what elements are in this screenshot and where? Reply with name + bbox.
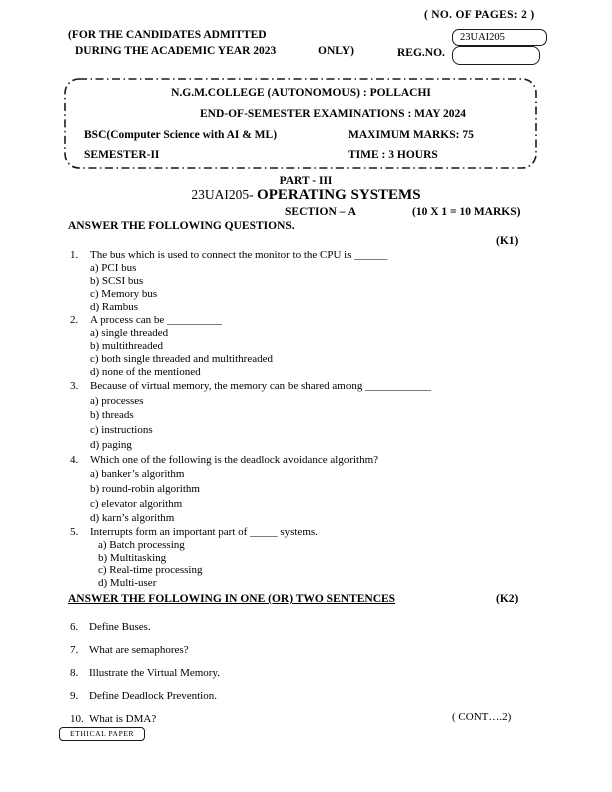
option-c: c) Memory bus (90, 288, 158, 300)
exam-info-box (64, 78, 538, 170)
option-a: a) banker’s algorithm (90, 468, 185, 481)
k2-level-badge: (K2) (496, 593, 519, 605)
question-text: A process can be __________ (90, 314, 222, 326)
question-text: What are semaphores? (89, 644, 189, 656)
question-text: Illustrate the Virtual Memory. (89, 667, 221, 679)
section-a-marks: (10 X 1 = 10 MARKS) (412, 206, 521, 218)
question-number: 8. (70, 667, 79, 679)
option-d: d) Multi-user (98, 577, 157, 590)
question-number: 3. (70, 380, 79, 392)
question-number: 2. (70, 314, 79, 326)
mcq-question-3 (70, 379, 550, 453)
option-d: d) paging (90, 438, 132, 451)
section-a-instruction: ANSWER THE FOLLOWING QUESTIONS. (68, 220, 295, 232)
question-number: 9. (70, 690, 79, 702)
question-text: Interrupts form an important part of _____ systems. (90, 526, 318, 539)
short-questions-section (70, 621, 490, 736)
option-a: a) single threaded (90, 327, 169, 339)
pages-note: ( NO. OF PAGES: 2 ) (424, 9, 535, 21)
programme-name: BSC(Computer Science with AI & ML) (84, 129, 278, 141)
option-a: a) Batch processing (98, 538, 185, 551)
mcq-question-1 (70, 249, 550, 314)
paper-course-name: OPERATING SYSTEMS (257, 187, 421, 203)
question-text: What is DMA? (89, 713, 157, 725)
question-number: 4. (70, 453, 79, 466)
option-a: a) PCI bus (90, 262, 137, 274)
option-a: a) processes (90, 394, 144, 407)
section-b-instruction: ANSWER THE FOLLOWING IN ONE (OR) TWO SENTENCES (68, 593, 396, 605)
question-text: Define Buses. (89, 621, 151, 633)
question-number: 7. (70, 644, 79, 656)
question-number: 5. (70, 526, 79, 539)
mcq-question-4 (70, 453, 550, 527)
option-c: c) Real-time processing (98, 564, 203, 577)
option-b: b) round-robin algorithm (90, 482, 200, 495)
option-c: c) instructions (90, 424, 153, 437)
exam-time: TIME : 3 HOURS (348, 149, 438, 161)
paper-course-code: 23UAI205- (191, 187, 258, 202)
ethical-paper-badge: ETHICAL PAPER (59, 727, 145, 741)
part-heading: PART - III (279, 175, 333, 187)
exam-title: END-OF-SEMESTER EXAMINATIONS : MAY 2024 (200, 108, 467, 120)
question-text: Which one of the following is the deadlock avoidance algorithm? (90, 453, 379, 466)
question-text: Define Deadlock Prevention. (89, 690, 217, 702)
k1-level-badge: (K1) (496, 235, 519, 247)
short-question-8 (70, 667, 490, 680)
question-text: Because of virtual memory, the memory can be shared among ____________ (90, 380, 432, 392)
mcq-question-2 (70, 314, 550, 379)
option-d: d) none of the mentioned (90, 366, 201, 378)
regno-label: REG.NO. (397, 47, 445, 59)
option-b: b) Multitasking (98, 551, 167, 564)
short-question-10 (70, 713, 490, 726)
short-question-9 (70, 690, 490, 703)
question-number: 6. (70, 621, 79, 633)
option-d: d) karn’s algorithm (90, 512, 175, 525)
admitted-note-line1: (FOR THE CANDIDATES ADMITTED (68, 29, 267, 41)
option-c: c) elevator algorithm (90, 497, 183, 510)
option-b: b) threads (90, 409, 134, 422)
option-b: b) multithreaded (90, 340, 164, 352)
regno-input-box (452, 46, 540, 65)
option-b: b) SCSI bus (90, 275, 144, 287)
paper-title (0, 187, 612, 204)
course-code-box: 23UAI205 (452, 29, 547, 46)
option-c: c) both single threaded and multithreaded (90, 353, 273, 365)
admitted-note-line2: DURING THE ACADEMIC YEAR 2023 (75, 45, 277, 57)
continued-note: ( CONT….2) (452, 711, 512, 723)
question-text: The bus which is used to connect the monitor to the CPU is ______ (90, 249, 388, 261)
option-d: d) Rambus (90, 301, 138, 313)
max-marks: MAXIMUM MARKS: 75 (348, 129, 474, 141)
question-number: 1. (70, 249, 79, 261)
college-name: N.G.M.COLLEGE (AUTONOMOUS) : POLLACHI (171, 87, 431, 99)
section-a-heading: SECTION – A (285, 206, 356, 218)
short-question-7 (70, 644, 490, 657)
mcq-question-5 (70, 526, 550, 590)
semester: SEMESTER-II (84, 149, 160, 161)
short-question-6 (70, 621, 490, 634)
admitted-note-only: ONLY) (318, 45, 354, 57)
mcq-section (70, 249, 550, 590)
question-number: 10. (70, 713, 84, 725)
